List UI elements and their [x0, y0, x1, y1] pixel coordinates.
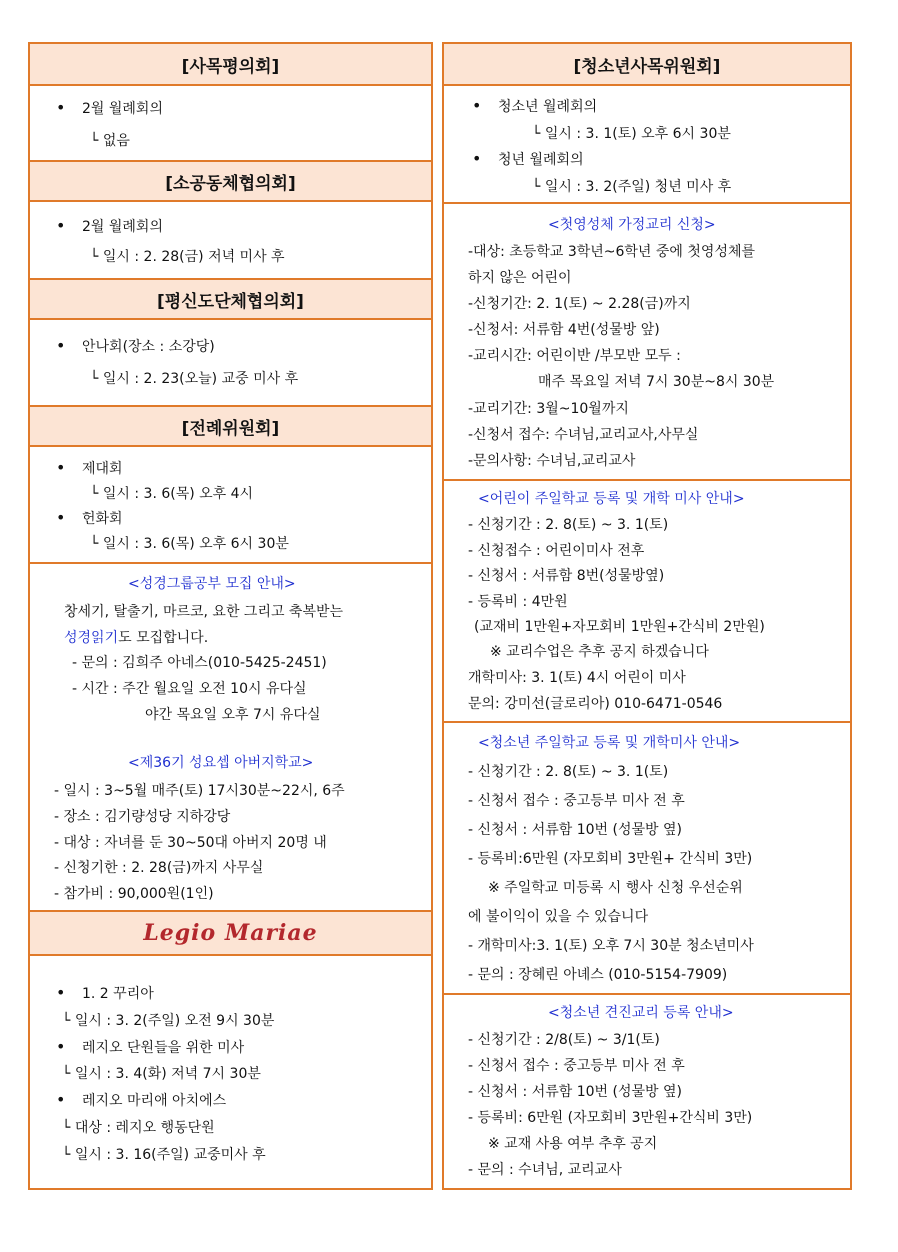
- divider: [30, 562, 431, 564]
- text-line: 개학미사: 3. 1(토) 4시 어린이 미사: [468, 670, 686, 686]
- text-line: - 신청서 : 서류함 8번(성물방옆): [468, 568, 665, 584]
- list-item-sub: └ 일시 : 3. 2(주일) 청년 미사 후: [532, 179, 732, 195]
- list-item-sub: └ 없음: [90, 133, 130, 149]
- text-line: - 신청서 접수 : 중고등부 미사 전 후: [468, 1058, 685, 1074]
- section-title-confirmation: <청소년 견진교리 등록 안내>: [548, 1005, 734, 1021]
- header-text: [평신도단체협의회]: [157, 291, 304, 312]
- text-line: - 등록비:6만원 (자모회비 3만원+ 간식비 3만): [468, 851, 753, 867]
- text-line: - 개학미사:3. 1(토) 오후 7시 30분 청소년미사: [468, 938, 754, 954]
- text-line: - 신청기간 : 2/8(토) ~ 3/1(토): [468, 1032, 660, 1048]
- bible-reading-highlight: 성경읽기: [64, 630, 119, 646]
- text-line: 야간 목요일 오후 7시 유다실: [145, 707, 321, 723]
- text-line: -신청기간: 2. 1(토) ~ 2.28(금)까지: [468, 296, 691, 312]
- section-title-bible: <성경그룹공부 모집 안내>: [128, 576, 296, 592]
- text-line: -교리시간: 어린이반 /부모반 모두 :: [468, 348, 681, 364]
- text-line: 매주 목요일 저녁 7시 30분~8시 30분: [538, 374, 775, 390]
- text-line: -대상: 초등학교 3학년~6학년 중에 첫영성체를: [468, 244, 756, 260]
- text-line: 에 불이익이 있을 수 있습니다: [468, 909, 649, 925]
- text-line: [64, 631, 208, 645]
- text-line: 하지 않은 어린이: [468, 270, 572, 286]
- divider: [444, 721, 850, 723]
- section-header-youth-council: [444, 44, 850, 86]
- text-line: - 신청서 접수 : 중고등부 미사 전 후: [468, 793, 685, 809]
- text-line: ※ 주일학교 미등록 시 행사 신청 우선순위: [488, 880, 743, 896]
- list-item-sub: └ 일시 : 3. 6(목) 오후 4시: [90, 486, 254, 502]
- text-line: - 등록비: 6만원 (자모회비 3만원+간식비 3만): [468, 1110, 753, 1126]
- list-item-sub: └ 일시 : 2. 28(금) 저녁 미사 후: [90, 249, 285, 265]
- divider: [444, 993, 850, 995]
- list-item: • 2월 월례회의: [82, 102, 163, 116]
- header-text: [청소년사목위원회]: [573, 56, 721, 77]
- list-item-sub: └ 일시 : 3. 2(주일) 오전 9시 30분: [62, 1013, 275, 1029]
- section-header-jeollye: [30, 405, 431, 447]
- text-line: - 신청기간 : 2. 8(토) ~ 3. 1(토): [468, 764, 669, 780]
- divider: [444, 479, 850, 481]
- text-line: - 신청서 : 서류함 10번 (성물방 옆): [468, 822, 682, 838]
- text-line: - 등록비 : 4만원: [468, 594, 568, 610]
- list-item: • 안나회(장소 : 소강당): [82, 340, 215, 354]
- list-item-sub: └ 일시 : 2. 23(오늘) 교중 미사 후: [90, 371, 299, 387]
- text-line: - 장소 : 김기량성당 지하강당: [54, 809, 231, 825]
- section-header-legio: [30, 910, 431, 956]
- text-line-rest: 도 모집합니다.: [118, 630, 209, 646]
- section-title-children-school: <어린이 주일학교 등록 및 개학 미사 안내>: [478, 491, 745, 507]
- right-column: [442, 42, 852, 1190]
- text-line: - 신청서 : 서류함 10번 (성물방 옆): [468, 1084, 682, 1100]
- text-line: - 참가비 : 90,000원(1인): [54, 886, 214, 902]
- list-item-sub: └ 일시 : 3. 4(화) 저녁 7시 30분: [62, 1066, 261, 1082]
- bulletin-page: [28, 42, 852, 1190]
- list-item: • 레지오 단원들을 위한 미사: [82, 1041, 244, 1055]
- section-title-first-communion: <첫영성체 가정교리 신청>: [548, 217, 716, 233]
- text-line: ※ 교재 사용 여부 추후 공지: [488, 1136, 658, 1152]
- list-item-sub: └ 일시 : 3. 16(주일) 교중미사 후: [62, 1147, 266, 1163]
- header-text: [전례위원회]: [181, 418, 280, 439]
- text-line: -신청서 접수: 수녀님,교리교사,사무실: [468, 427, 699, 443]
- text-line: -신청서: 서류함 4번(성물방 앞): [468, 322, 660, 338]
- text-line: - 문의 : 수녀님, 교리교사: [468, 1162, 622, 1178]
- section-title-youth-school: <청소년 주일학교 등록 및 개학미사 안내>: [478, 735, 741, 751]
- text-line: - 문의 : 장혜린 아녜스 (010-5154-7909): [468, 967, 728, 983]
- text-line: - 일시 : 3~5월 매주(토) 17시30분~22시, 6주: [54, 783, 345, 799]
- text-line: - 신청접수 : 어린이미사 전후: [468, 543, 645, 559]
- section-header-samok: [30, 44, 431, 86]
- section-title-father-school: <제36기 성요셉 아버지학교>: [128, 755, 314, 771]
- list-item: • 레지오 마리애 아치에스: [82, 1094, 226, 1108]
- list-item-sub: └ 대상 : 레지오 행동단원: [62, 1120, 215, 1136]
- section-header-sogong: [30, 160, 431, 202]
- list-item: • 청년 월례회의: [498, 153, 584, 167]
- text-line: (교재비 1만원+자모회비 1만원+간식비 2만원): [474, 619, 765, 635]
- list-item: • 2월 월례회의: [82, 220, 163, 234]
- text-line: - 문의 : 김희주 아네스(010-5425-2451): [72, 655, 327, 671]
- text-line: - 대상 : 자녀를 둔 30~50대 아버지 20명 내: [54, 835, 327, 851]
- list-item-sub: └ 일시 : 3. 6(목) 오후 6시 30분: [90, 536, 289, 552]
- text-line: -교리기간: 3월~10월까지: [468, 401, 629, 417]
- header-text: [소공동체협의회]: [165, 173, 296, 194]
- list-item: • 1. 2 꾸리아: [82, 987, 154, 1001]
- legio-logo-text: Legio Mariae: [143, 920, 318, 946]
- list-item: • 청소년 월례회의: [498, 100, 597, 114]
- divider: [444, 202, 850, 204]
- text-line: 문의: 강미선(글로리아) 010-6471-0546: [468, 696, 723, 712]
- text-line: - 시간 : 주간 월요일 오전 10시 유다실: [72, 681, 307, 697]
- text-line: - 신청기간 : 2. 8(토) ~ 3. 1(토): [468, 517, 669, 533]
- text-line: - 신청기한 : 2. 28(금)까지 사무실: [54, 860, 264, 876]
- left-column: [28, 42, 433, 1190]
- list-item-sub: └ 일시 : 3. 1(토) 오후 6시 30분: [532, 126, 731, 142]
- section-header-pyeongsindo: [30, 278, 431, 320]
- text-line: ※ 교리수업은 추후 공지 하겠습니다: [490, 644, 709, 660]
- header-text: [사목평의회]: [181, 56, 280, 77]
- text-line: -문의사항: 수녀님,교리교사: [468, 453, 636, 469]
- text-line: 창세기, 탈출기, 마르코, 요한 그리고 축복받는: [64, 604, 344, 620]
- list-item: • 제대회: [82, 462, 123, 476]
- list-item: • 헌화회: [82, 512, 123, 526]
